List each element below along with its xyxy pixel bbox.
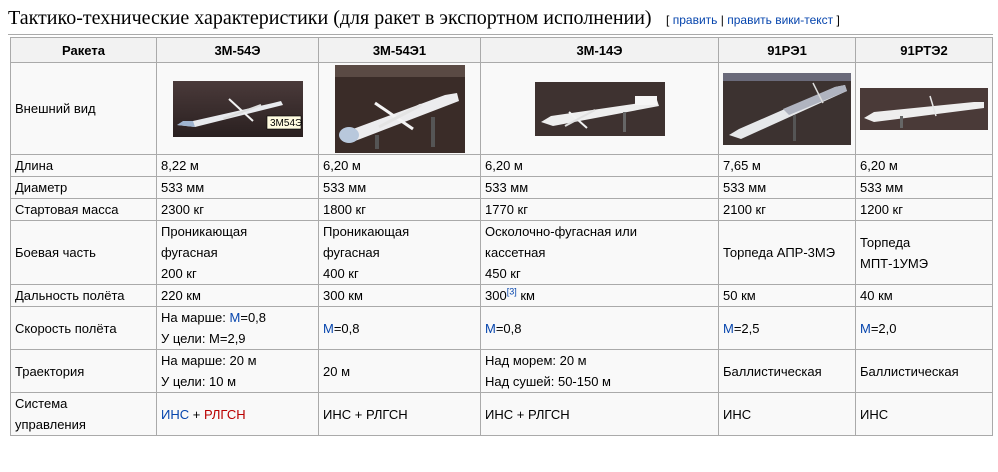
warhead-line: кассетная: [485, 245, 546, 260]
cell-trajectory-91re1: Баллистическая: [719, 350, 856, 393]
row-label-length: Длина: [11, 155, 157, 177]
warhead-line: 450 кг: [485, 266, 521, 281]
cell-trajectory-3m54e: [157, 350, 319, 393]
cell-speed-91re1: [719, 307, 856, 350]
row-label-warhead: Боевая часть: [11, 221, 157, 285]
cell-speed-3m54e: [157, 307, 319, 350]
row-mass: [11, 199, 993, 221]
image-cell-3m14e: [481, 63, 719, 155]
missile-photo-3m54e1[interactable]: [335, 65, 465, 153]
warhead-line: 400 кг: [323, 266, 359, 281]
cell-mass-91rte2: 1200 кг: [856, 199, 993, 221]
row-range: [11, 285, 993, 307]
speed-line: У цели: М=2,9: [161, 331, 246, 346]
cell-range-3m14e: [481, 285, 719, 307]
header-row: [11, 38, 993, 63]
image-cell-3m54e: [157, 63, 319, 155]
row-label-trajectory: Траектория: [11, 350, 157, 393]
trajectory-line: У цели: 10 м: [161, 374, 237, 389]
mach-link[interactable]: М: [860, 320, 871, 336]
cell-mass-3m54e1: 1800 кг: [319, 199, 481, 221]
image-cell-3m54e1: [319, 63, 481, 155]
bracket-close: ]: [836, 13, 840, 27]
rlgsn-link[interactable]: РЛГСН: [203, 406, 246, 422]
speed-suffix: =0,8: [495, 320, 522, 336]
header-3m54e: 3М-54Э: [157, 38, 319, 63]
cell-guidance-91re1: ИНС: [719, 393, 856, 436]
cell-mass-3m14e: 1770 кг: [481, 199, 719, 221]
warhead-line: фугасная: [161, 245, 218, 260]
cell-length-3m14e: 6,20 м: [481, 155, 719, 177]
cell-speed-3m54e1: [319, 307, 481, 350]
cell-speed-3m14e: [481, 307, 719, 350]
section-title: Тактико-технические характеристики (для ракет в экспортном исполнении): [8, 7, 652, 29]
ins-link[interactable]: ИНС: [161, 406, 190, 422]
warhead-line: Торпеда: [860, 234, 911, 250]
cell-diameter-91re1: 533 мм: [719, 177, 856, 199]
row-guidance: [11, 393, 993, 436]
plus-sign: +: [513, 406, 528, 422]
cell-trajectory-3m54e1: 20 м: [319, 350, 481, 393]
row-label-mass: Стартовая масса: [11, 199, 157, 221]
row-diameter: [11, 177, 993, 199]
missile-photo-3m14e[interactable]: [535, 82, 665, 136]
header-3m54e1: 3М-54Э1: [319, 38, 481, 63]
speed-suffix: =0,8: [333, 320, 360, 336]
row-label-appearance: Внешний вид: [11, 63, 157, 155]
warhead-line: 200 кг: [161, 266, 197, 281]
trajectory-line: Над сушей: 50-150 м: [485, 374, 611, 389]
cell-diameter-3m54e: 533 мм: [157, 177, 319, 199]
speed-prefix: На марше:: [161, 310, 230, 325]
cell-trajectory-3m14e: [481, 350, 719, 393]
speed-suffix: =2,0: [870, 320, 897, 336]
trajectory-line: Над морем: 20 м: [485, 353, 587, 368]
speed-suffix: =0,8: [240, 310, 267, 325]
image-cell-91rte2: [856, 63, 993, 155]
header-missile: Ракета: [11, 38, 157, 63]
plus-sign: +: [351, 406, 366, 422]
image-cell-91re1: [719, 63, 856, 155]
cell-range-3m54e: 220 км: [157, 285, 319, 307]
row-speed: [11, 307, 993, 350]
ins-text: ИНС: [485, 406, 514, 422]
row-length: [11, 155, 993, 177]
header-3m14e: 3М-14Э: [481, 38, 719, 63]
cell-length-91re1: 7,65 м: [719, 155, 856, 177]
cell-warhead-91re1: [719, 221, 856, 285]
warhead-line: Осколочно-фугасная или: [485, 224, 637, 239]
cell-guidance-3m54e: [157, 393, 319, 436]
cell-trajectory-91rte2: Баллистическая: [856, 350, 993, 393]
cell-length-3m54e: 8,22 м: [157, 155, 319, 177]
speed-line: [161, 307, 314, 328]
cell-warhead-91rte2: [856, 221, 993, 285]
cell-diameter-3m54e1: 533 мм: [319, 177, 481, 199]
missile-photo-91re1[interactable]: [723, 73, 851, 145]
cell-warhead-3m54e1: [319, 221, 481, 285]
row-warhead: [11, 221, 993, 285]
plus-sign: +: [189, 406, 204, 422]
cell-range-91rte2: 40 км: [856, 285, 993, 307]
row-label-speed: Скорость полёта: [11, 307, 157, 350]
cell-warhead-3m14e: [481, 221, 719, 285]
missile-specs-table: [10, 37, 993, 436]
cell-guidance-91rte2: ИНС: [856, 393, 993, 436]
range-unit: км: [516, 288, 535, 303]
cell-diameter-3m14e: 533 мм: [481, 177, 719, 199]
warhead-line: Проникающая: [161, 224, 248, 239]
row-label-range: Дальность полёта: [11, 285, 157, 307]
rlgsn-text: РЛГСН: [365, 406, 408, 422]
header-91rte2: 91РТЭ2: [856, 38, 993, 63]
guidance-label-line: управления: [15, 417, 86, 432]
missile-photo-91rte2[interactable]: [860, 88, 988, 130]
guidance-label-line: Система: [15, 396, 68, 411]
image-row: [11, 63, 993, 155]
bracket-open: [: [666, 13, 670, 27]
mach-link[interactable]: М: [323, 320, 334, 336]
warhead-line: Торпеда АПР-3МЭ: [723, 245, 836, 260]
mach-link[interactable]: М: [723, 320, 734, 336]
cell-diameter-91rte2: 533 мм: [856, 177, 993, 199]
warhead-line: Проникающая: [323, 224, 410, 239]
edit-wikitext-link[interactable]: править вики-текст: [727, 13, 834, 27]
row-label-diameter: Диаметр: [11, 177, 157, 199]
missile-photo-3m54e[interactable]: [173, 81, 303, 137]
edit-section-links: [666, 13, 840, 27]
cell-range-3m54e1: 300 км: [319, 285, 481, 307]
edit-link[interactable]: править: [672, 13, 718, 27]
warhead-line: фугасная: [323, 245, 380, 260]
cell-mass-91re1: 2100 кг: [719, 199, 856, 221]
mach-link[interactable]: М: [485, 320, 496, 336]
trajectory-line: На марше: 20 м: [161, 353, 257, 368]
cell-speed-91rte2: [856, 307, 993, 350]
section-heading: [8, 4, 993, 35]
ins-text: ИНС: [323, 406, 352, 422]
cell-mass-3m54e: 2300 кг: [157, 199, 319, 221]
image-caption: 3М54Э: [269, 117, 302, 129]
warhead-line: МПТ-1УМЭ: [860, 255, 929, 271]
separator: |: [720, 13, 724, 27]
cell-guidance-3m14e: [481, 393, 719, 436]
cell-length-3m54e1: 6,20 м: [319, 155, 481, 177]
cell-range-91re1: 50 км: [719, 285, 856, 307]
row-trajectory: [11, 350, 993, 393]
rlgsn-text: РЛГСН: [527, 406, 570, 422]
speed-suffix: =2,5: [733, 320, 760, 336]
header-91re1: 91РЭ1: [719, 38, 856, 63]
range-value: 300: [485, 288, 507, 303]
mach-link[interactable]: М: [229, 310, 241, 325]
cell-length-91rte2: 6,20 м: [856, 155, 993, 177]
cell-guidance-3m54e1: [319, 393, 481, 436]
cell-warhead-3m54e: [157, 221, 319, 285]
reference-link[interactable]: [3]: [506, 286, 517, 297]
row-label-guidance: [11, 393, 157, 436]
